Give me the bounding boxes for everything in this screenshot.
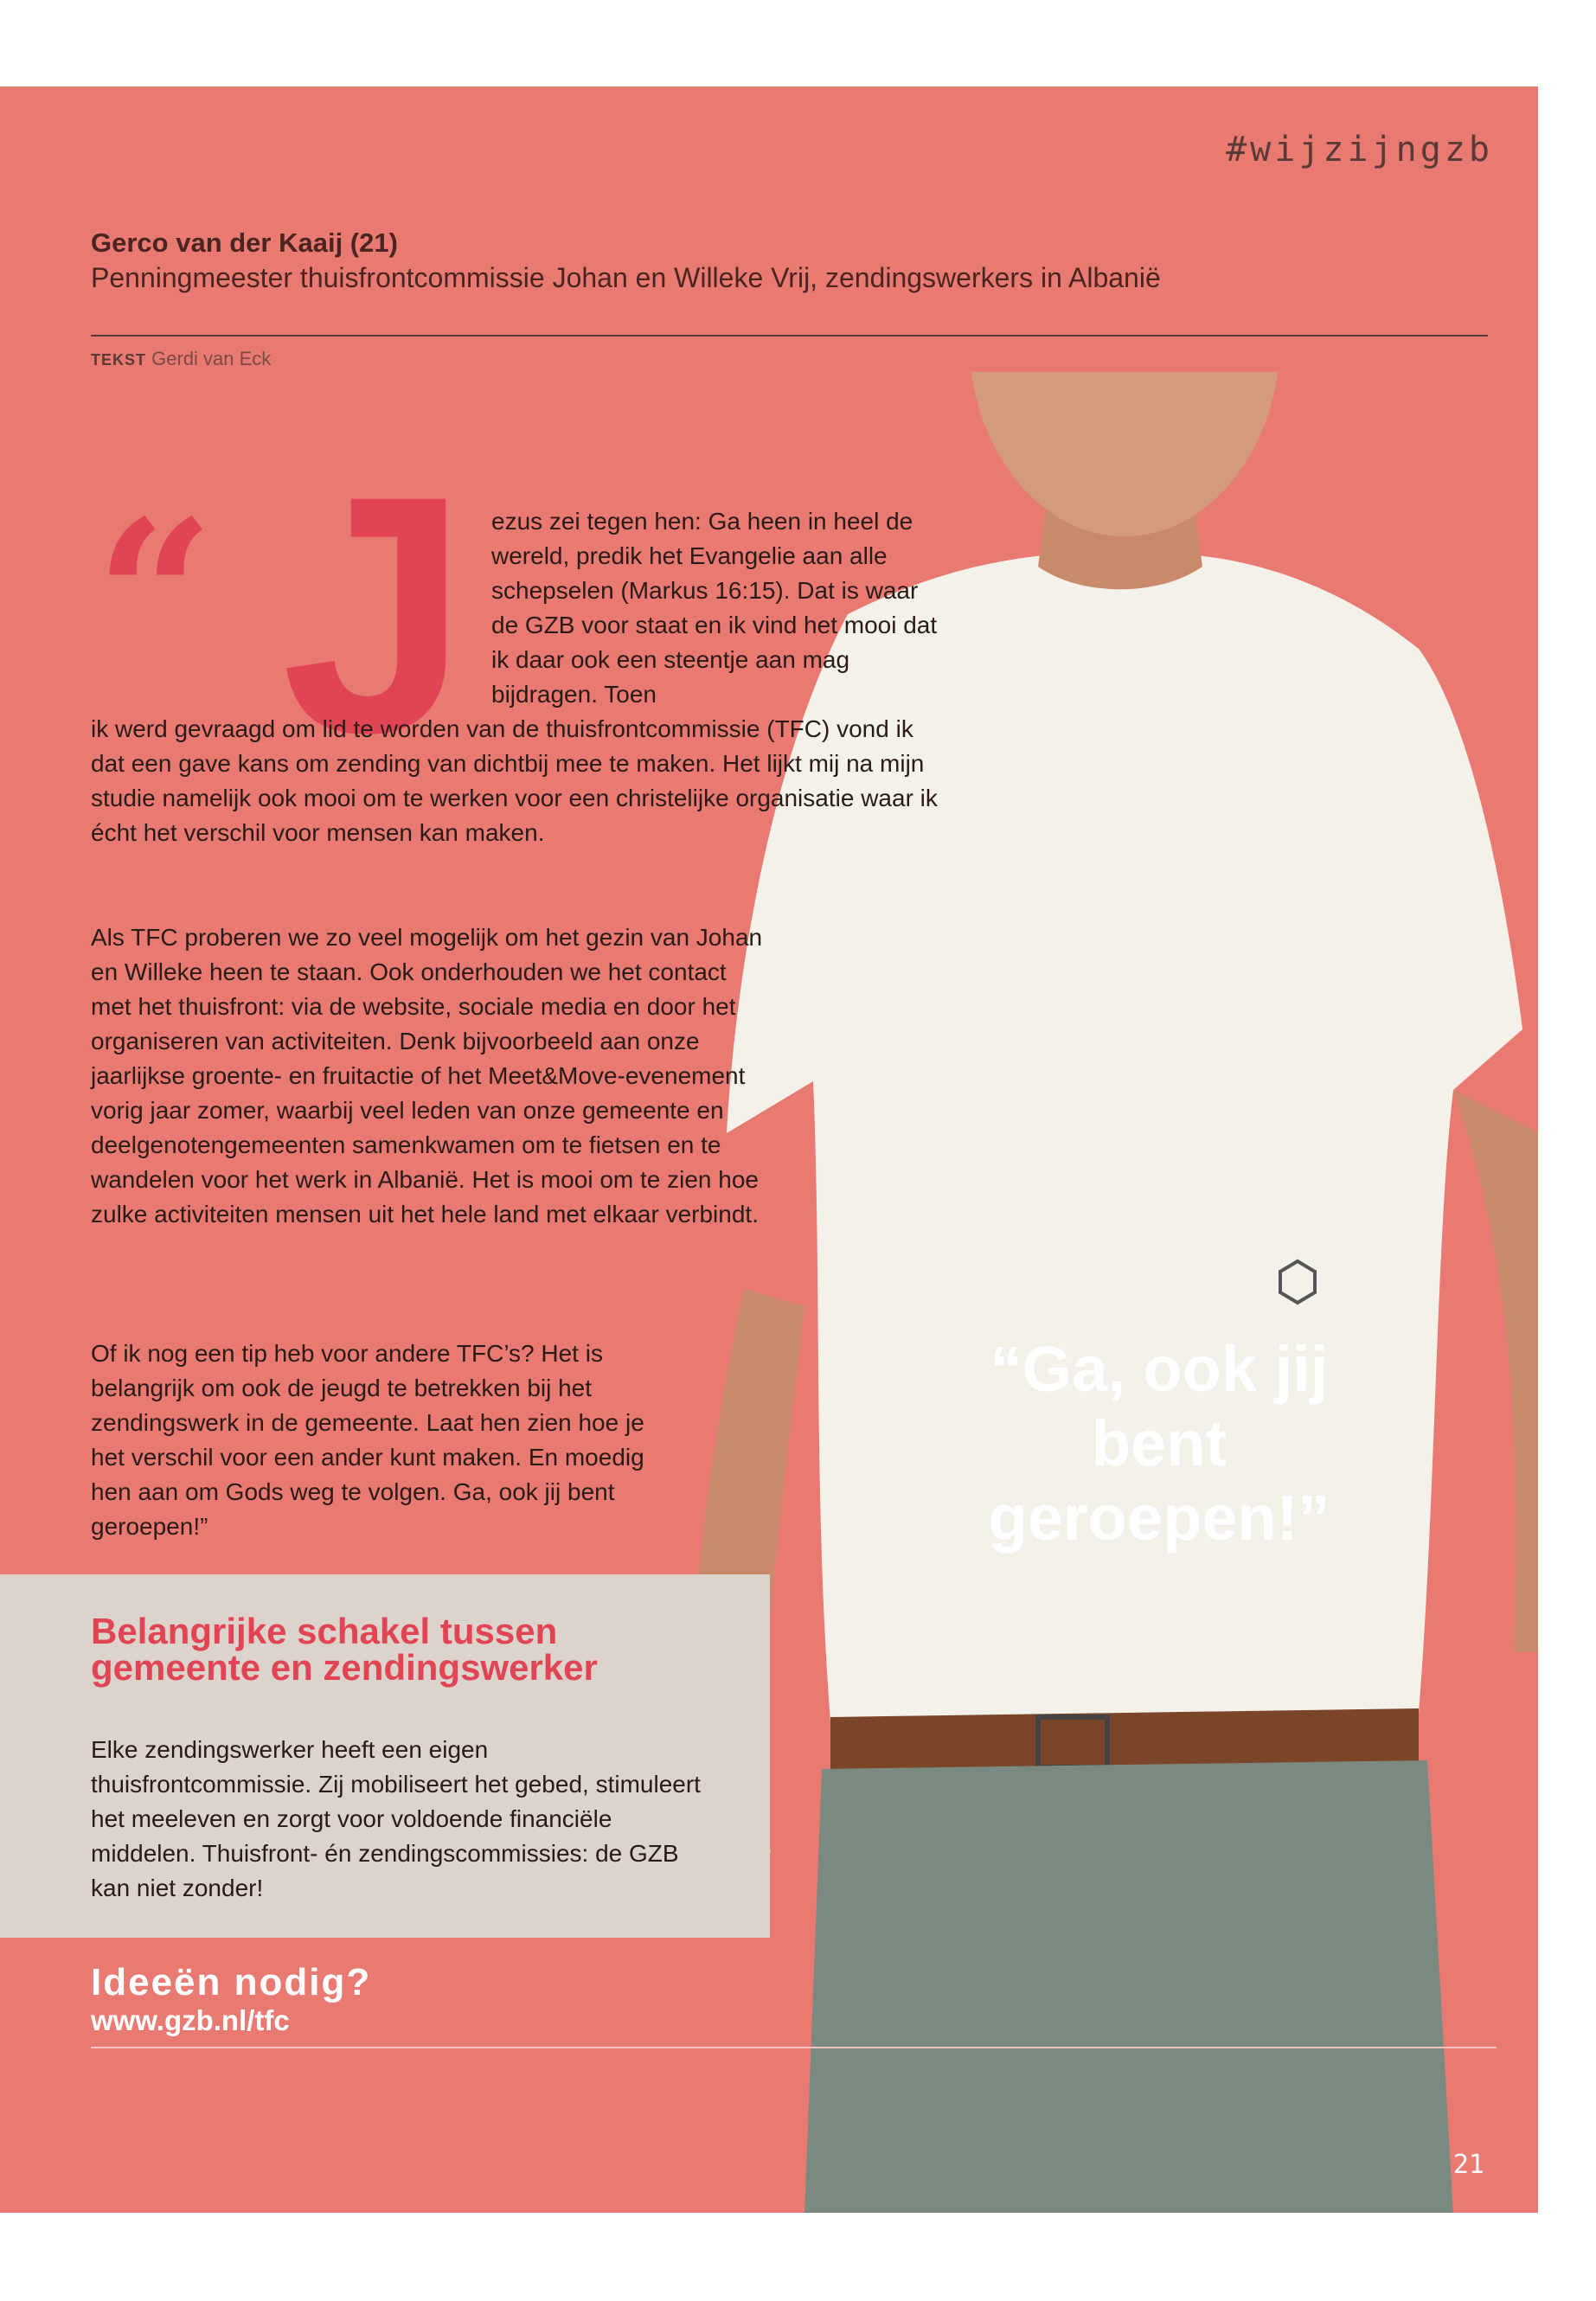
page-number: 21 <box>1452 2150 1484 2180</box>
info-box-title: Belangrijke schakel tussen gemeente en zendingswerker <box>91 1611 598 1688</box>
byline <box>91 348 271 370</box>
person-role: Penningmeester thuisfrontcommissie Johan en Willeke Vrij, zendingswerkers in Albanië <box>91 262 1161 293</box>
info-box <box>0 1574 770 1938</box>
byline-label: TEKST <box>91 351 147 369</box>
footer-divider <box>91 2047 1497 2048</box>
cta-link[interactable]: www.gzb.nl/tfc <box>91 2004 290 2036</box>
article-paragraph-1-rest: ik werd gevraagd om lid te worden van de thuisfrontcommissie (TFC) vond ik dat een gave kans om zending van dichtbij mee te maken. Het lijkt mij na mijn studie namelijk ook mooi om te werken voor een christelijke organisatie waar ik écht het verschil voor mensen kan maken. <box>91 715 938 846</box>
pull-quote: “Ga, ook jij bent geroepen!” <box>988 1333 1330 1554</box>
magazine-page <box>0 87 1538 2213</box>
drop-cap-letter: J <box>281 426 469 803</box>
info-box-text: Elke zendingswerker heeft een eigen thuisfrontcommissie. Zij mobiliseert het gebed, stimuleert het meeleven en zorgt voor voldoende financiële middelen. Thuisfront- én zendingscommissies: de GZB kan niet zonder! <box>91 1736 701 1901</box>
cta-title: Ideeën nodig? <box>91 1961 372 2003</box>
header-divider <box>91 335 1488 336</box>
article-paragraph-3: Of ik nog een tip heb voor andere TFC’s? Het is belangrijk om ook de jeugd te betrekken bij het zendingswerk in de gemeente. Laat hen zien hoe je het verschil voor een ander kunt maken. En moedig hen aan om Gods weg te volgen. Ga, ook jij bent geroepen!” <box>91 1340 644 1540</box>
article-header <box>91 228 1488 295</box>
article-paragraph-2: Als TFC proberen we zo veel mogelijk om het gezin van Johan en Willeke heen te staan. Ook onderhouden we het contact met het thuisfront: via de website, sociale media en door het organiseren van activiteiten. Denk bijvoorbeeld aan onze jaarlijkse groente- en fruitactie of het Meet&Move-evenement vorig jaar zomer, waarbij veel leden van onze gemeente en deelgenotengemeenten samenkwamen om te fietsen en te wandelen voor het werk in Albanië. Het is mooi om te zien hoe zulke activiteiten mensen uit het hele land met elkaar verbindt. <box>91 924 763 1227</box>
hashtag: #wijzijngzb <box>1226 130 1493 170</box>
drop-cap-quote: “ <box>95 475 215 719</box>
person-name: Gerco van der Kaaij (21) <box>91 228 398 258</box>
byline-author: Gerdi van Eck <box>151 348 272 369</box>
article-paragraph-1-start: ezus zei tegen hen: Ga heen in heel de wereld, predik het Evangelie aan alle schepselen (Markus 16:15). Dat is waar de GZB voor staat en ik vind het mooi dat ik daar ook een steentje aan mag bijdragen. Toen <box>491 508 938 708</box>
